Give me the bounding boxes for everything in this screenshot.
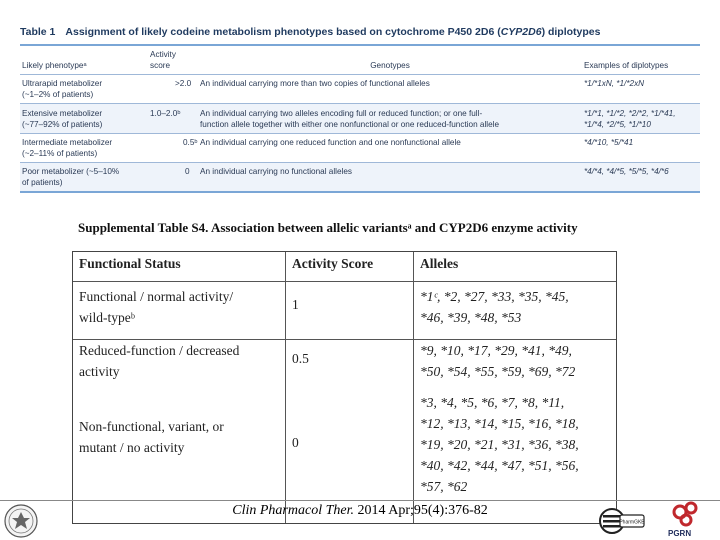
header-genotypes: Genotypes	[370, 61, 410, 70]
table1-title: Table 1 Assignment of likely codeine metabolism phenotypes based on cytochrome P450 2D6 (CYP2D6) diplotypes	[20, 26, 601, 38]
header-examples: Examples of diplotypes	[584, 61, 669, 70]
row-divider	[73, 281, 616, 282]
table1-grid	[20, 46, 700, 191]
pgrn-label: PGRN	[668, 529, 692, 538]
pharmgkb-label: PharmGKB	[619, 519, 645, 526]
table1-header-row	[20, 46, 700, 75]
footer-divider	[0, 500, 720, 501]
supp-table-title: Supplemental Table S4. Association between allelic variantsᵃ and CYP2D6 enzyme activity	[78, 220, 578, 235]
table-row: Extensive metabolizer (~77–92% of patients) 1.0–2.0ᵇ An individual carrying two alleles encoding full or reduced function; or one full- function allele together with either one nonfunctional or one reduced-function allele *1/*1, *1/*2, *2/*2, *1/*41, *1/*4, *2/*5, *1/*10	[20, 104, 700, 134]
header-alleles: Alleles	[420, 256, 459, 271]
score-reduced: 0.5	[292, 351, 309, 366]
header-phenotype: Likely phenotypeᵃ	[22, 61, 87, 70]
table-row: Intermediate metabolizer (~2–11% of patients) 0.5ᵇ An individual carrying one reduced function and one nonfunctional allele *4/*10, *5/*41	[20, 134, 700, 163]
citation: Clin Pharmacol Ther. 2014 Apr;95(4):376-82	[232, 503, 488, 518]
table1	[20, 26, 700, 193]
status-nonfunctional: Non-functional, variant, or mutant / no activity	[79, 419, 224, 455]
header-activity-score: Activity Score	[292, 256, 374, 271]
pharmgkb-logo-icon	[598, 506, 648, 536]
score-functional: 1	[292, 297, 299, 312]
table-row: Poor metabolizer (~5–10% of patients) 0 An individual carrying no functional alleles *4/*4, *4/*5, *5/*5, *4/*6	[20, 163, 700, 191]
status-reduced: Reduced-function / decreased activity	[79, 343, 240, 379]
alleles-nonfunctional: *3, *4, *5, *6, *7, *8, *11, *12, *13, *14, *15, *16, *18, *19, *20, *21, *31, *36, *38, *40, *42, *44, *47, *51, *56, *57, *62	[420, 395, 579, 494]
col-divider	[413, 252, 414, 523]
status-functional: Functional / normal activity/ wild-typeᵇ	[79, 289, 234, 325]
table1-bottom-rule	[20, 191, 700, 193]
supp-table	[72, 251, 617, 524]
alleles-reduced: *9, *10, *17, *29, *41, *49, *50, *54, *55, *59, *69, *72	[420, 343, 576, 379]
header-activity: Activity score	[150, 50, 176, 70]
header-functional-status: Functional Status	[79, 256, 181, 271]
table-row: Ultrarapid metabolizer (~1–2% of patients) >2.0 An individual carrying more than two copies of functional alleles *1/*1xN, *1/*2xN	[20, 75, 700, 104]
alleles-functional: *1ᶜ, *2, *27, *33, *35, *45, *46, *39, *48, *53	[420, 289, 569, 325]
col-divider	[285, 252, 286, 523]
score-nonfunctional: 0	[292, 435, 299, 450]
